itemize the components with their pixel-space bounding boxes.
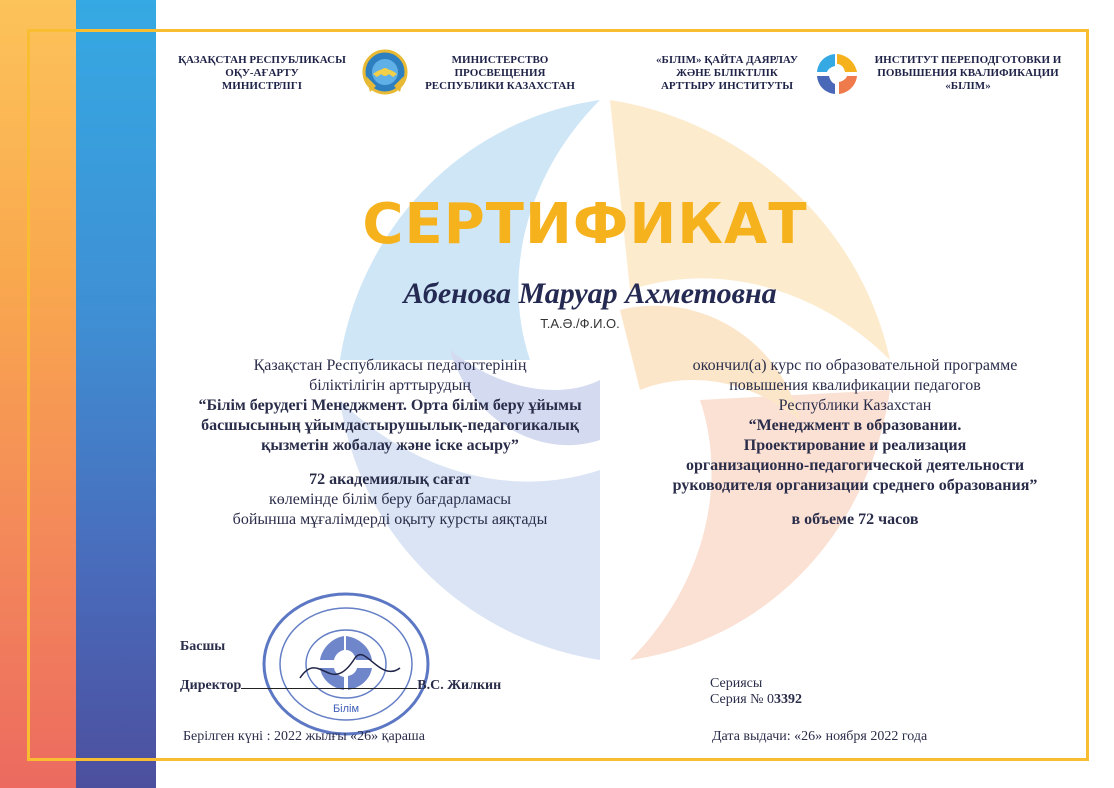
kz-program-line: басшысының ұйымдастырушылық-педагогикалық: [201, 417, 579, 434]
kz-hours: 72 академиялық сағат: [309, 471, 471, 488]
head-label: Басшы: [180, 639, 226, 654]
header-kz-ministry: [162, 54, 362, 93]
fio-label: Т.А.Ә./Ф.И.О.: [540, 316, 620, 331]
ru-program-line: Проектирование и реализация: [743, 437, 967, 454]
bilim-institute-logo-icon: [815, 52, 859, 96]
ru-hours: в объеме 72 часов: [791, 511, 919, 528]
kz-program-line: “Білім берудегі Менеджмент. Орта білім беру ұйымы: [198, 397, 582, 414]
ru-line: повышения квалификации педагогов: [729, 377, 981, 394]
issue-date-kz: Берілген күні : 2022 жылғы «26» қараша: [183, 729, 425, 744]
series-number: 3392: [774, 692, 803, 707]
kz-line: көлемінде білім беру бағдарламасы: [268, 491, 512, 508]
header-ru-ministry-line: МИНИСТЕРСТВО: [451, 54, 549, 66]
header-kz-institute-line: «БІЛІМ» ҚАЙТА ДАЯРЛАУ: [656, 54, 798, 66]
seal-center-text: Білім: [332, 703, 360, 715]
ru-program-line: руководителя организации среднего образования”: [672, 477, 1038, 494]
kz-line: біліктілігін арттырудың: [309, 377, 471, 394]
kz-text-block: [150, 356, 630, 530]
director-name: В.С. Жилкин: [417, 678, 502, 693]
ru-program-line: “Менеджмент в образовании.: [748, 417, 962, 434]
director-label: Директор: [180, 678, 242, 693]
ru-text-block: [620, 356, 1090, 530]
header-ru-institute-line: ПОВЫШЕНИЯ КВАЛИФИКАЦИИ: [877, 67, 1059, 79]
ru-line: окончил(а) курс по образовательной программе: [692, 357, 1018, 374]
header-kz-ministry-line: ОҚУ-АҒАРТУ: [225, 67, 299, 79]
kz-line: бойынша мұғалімдерді оқыту курсты аяқтады: [232, 511, 548, 528]
series-prefix: Серия № 0: [710, 692, 775, 707]
kz-program-line: қызметін жобалау және іске асыру”: [261, 437, 519, 454]
kz-line: Қазақстан Республикасы педагогтерінің: [253, 357, 527, 374]
ru-program-line: организационно-педагогической деятельности: [685, 457, 1025, 474]
recipient-name: Абенова Маруар Ахметовна: [403, 277, 777, 310]
ru-line: Республики Казахстан: [778, 397, 932, 414]
signature-underline: [241, 676, 417, 689]
official-seal: [260, 588, 432, 738]
header-kz-ministry-line: МИНИСТРЛІГІ: [221, 80, 303, 92]
header-ru-ministry-line: РЕСПУБЛИКИ КАЗАХСТАН: [425, 80, 575, 92]
header-kz-institute-line: АРТТЫРУ ИНСТИТУТЫ: [660, 80, 794, 92]
certificate-title: СЕРТИФИКАТ: [362, 192, 808, 257]
issue-date-ru: Дата выдачи: «26» ноября 2022 года: [712, 729, 928, 744]
header-kz-ministry-line: ҚАЗАҚСТАН РЕСПУБЛИКАСЫ: [178, 54, 346, 66]
header-ru-ministry-line: ПРОСВЕЩЕНИЯ: [454, 67, 546, 79]
header-ru-ministry: [410, 54, 590, 93]
header-ru-institute-line: «БІЛІМ»: [945, 80, 991, 92]
series-kz: Сериясы: [710, 676, 763, 691]
header-kz-institute-line: ЖӘНЕ БІЛІКТІЛІК: [676, 67, 778, 79]
state-emblem-icon: [362, 46, 408, 98]
header-ru-institute-line: ИНСТИТУТ ПЕРЕПОДГОТОВКИ И: [874, 54, 1062, 66]
series-ru: [710, 692, 802, 708]
header-kz-institute: [638, 54, 816, 93]
header-ru-institute: [858, 54, 1078, 93]
director-signature-line: [180, 676, 501, 694]
